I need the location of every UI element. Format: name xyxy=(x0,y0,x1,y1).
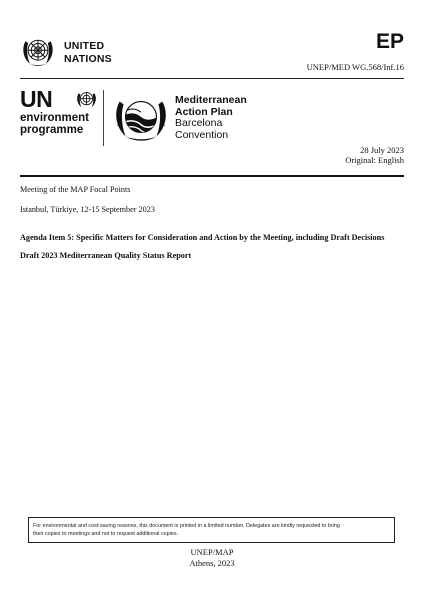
un-name-line1: UNITED xyxy=(64,40,105,52)
unep-logo-un: UN xyxy=(20,86,53,112)
map-logo-line1: Mediterranean xyxy=(175,94,247,106)
map-barcelona-convention-emblem-icon xyxy=(112,88,170,146)
document-symbol: UNEP/MED WG.568/Inf.16 xyxy=(306,62,404,72)
printing-notice-box xyxy=(28,517,395,543)
original-language: Original: English xyxy=(345,155,404,165)
header-divider xyxy=(20,78,404,79)
map-logo-line2: Action Plan xyxy=(175,105,233,118)
footer-place-year: Athens, 2023 xyxy=(189,558,235,568)
map-logo-line3: Barcelona xyxy=(175,117,223,129)
un-name-line2: NATIONS xyxy=(64,53,112,65)
title-divider xyxy=(20,175,404,177)
un-emblem-icon xyxy=(20,34,56,70)
footer-organization: UNEP/MAP xyxy=(190,547,234,557)
unep-logo-programme: programme xyxy=(20,124,84,136)
logo-separator xyxy=(103,90,104,146)
un-name xyxy=(64,40,112,66)
unep-logo xyxy=(20,88,100,146)
unep-logo-environment: environment xyxy=(20,112,90,124)
printing-notice-text xyxy=(33,522,390,538)
meeting-name: Meeting of the MAP Focal Points xyxy=(20,185,131,194)
unep-logo-subtitle xyxy=(20,112,89,136)
document-date: 28 July 2023 xyxy=(360,145,404,155)
map-logo-line4: Convention xyxy=(175,128,229,141)
un-emblem-small-icon xyxy=(76,89,97,110)
ep-code: EP xyxy=(375,30,404,53)
printing-notice-line1: For environmental and cost-saving reasons, this document is printed in a limited number. Delegates are kindly requested to bring xyxy=(33,523,340,529)
meeting-venue: Istanbul, Türkiye, 12-15 September 2023 xyxy=(20,205,155,214)
map-logo-text xyxy=(175,95,247,141)
agenda-item: Agenda Item 5: Specific Matters for Consideration and Action by the Meeting, including Draft Decisions xyxy=(20,233,385,242)
printing-notice-line2: their copies to meetings and not to request additional copies. xyxy=(33,531,179,537)
document-title: Draft 2023 Mediterranean Quality Status Report xyxy=(20,251,192,260)
